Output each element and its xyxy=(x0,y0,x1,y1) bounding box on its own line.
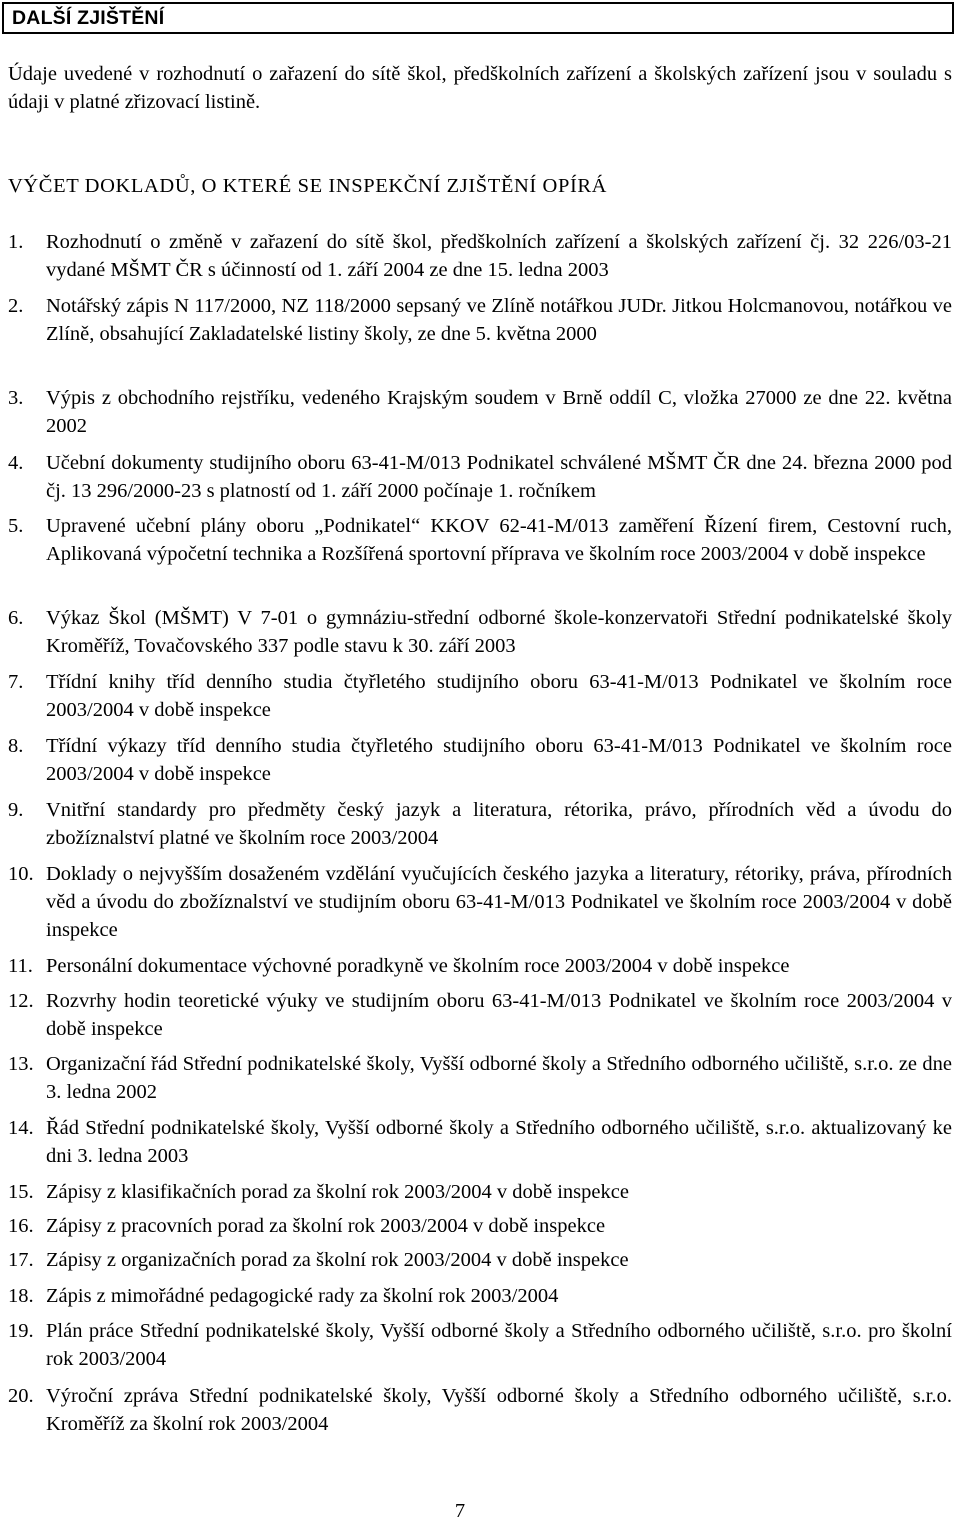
list-item xyxy=(8,668,952,724)
item-number: 8. xyxy=(8,735,24,757)
item-text: Zápisy z organizačních porad za školní rok 2003/2004 v době inspekce xyxy=(46,1249,629,1271)
intro-paragraph: Údaje uvedené v rozhodnutí o zařazení do sítě škol, předškolních zařízení a školských zařízení jsou v souladu s údaji v platné zřizovací listině. xyxy=(8,63,952,113)
item-number: 3. xyxy=(8,387,24,409)
list-item xyxy=(8,1317,952,1373)
item-text: Zápisy z pracovních porad za školní rok 2003/2004 v době inspekce xyxy=(46,1215,606,1237)
list-item xyxy=(8,860,952,944)
item-number: 5. xyxy=(8,515,24,537)
item-number: 13. xyxy=(8,1053,34,1075)
item-number: 1. xyxy=(8,231,24,253)
item-number: 14. xyxy=(8,1117,34,1139)
list-item xyxy=(8,796,952,852)
list-item xyxy=(8,604,952,660)
item-number: 18. xyxy=(8,1285,34,1307)
item-number: 7. xyxy=(8,671,24,693)
list-item xyxy=(8,952,952,980)
item-text: Personální dokumentace výchovné poradkyně ve školním roce 2003/2004 v době inspekce xyxy=(46,955,790,977)
section-title: DALŠÍ ZJIŠTĚNÍ xyxy=(12,7,165,29)
list-item xyxy=(8,1114,952,1170)
list-item xyxy=(8,1382,952,1438)
item-text: Doklady o nejvyšším dosaženém vzdělání vyučujících českého jazyka a literatury, rétoriky, práva, přírodních věd a úvodu do zbožíznalství ve studijním oboru 63-41-M/013 Podnikatel ve školním roce 2003/2004 v době inspekce xyxy=(46,863,952,941)
item-text: Zápisy z klasifikačních porad za školní rok 2003/2004 v době inspekce xyxy=(46,1181,629,1203)
item-text: Organizační řád Střední podnikatelské školy, Vyšší odborné školy a Středního odborného učiliště, s.r.o. ze dne 3. ledna 2002 xyxy=(46,1053,952,1103)
item-number: 11. xyxy=(8,955,33,977)
list-item xyxy=(8,449,952,505)
list-item xyxy=(8,1282,952,1310)
section-header-box xyxy=(2,2,954,34)
item-number: 19. xyxy=(8,1320,34,1342)
item-number: 10. xyxy=(8,863,34,885)
list-item xyxy=(8,384,952,440)
item-text: Rozvrhy hodin teoretické výuky ve studijním oboru 63-41-M/013 Podnikatel ve školním roce 2003/2004 v době inspekce xyxy=(46,990,952,1040)
list-item xyxy=(8,292,952,348)
item-text: Učební dokumenty studijního oboru 63-41-M/013 Podnikatel schválené MŠMT ČR dne 24. března 2000 pod čj. 13 296/2000-23 s platností od 1. září 2000 počínaje 1. ročníkem xyxy=(46,452,952,502)
item-number: 9. xyxy=(8,799,24,821)
item-number: 20. xyxy=(8,1385,34,1407)
item-text: Rozhodnutí o změně v zařazení do sítě škol, předškolních zařízení a školských zařízení čj. 32 226/03-21 vydané MŠMT ČR s účinností od 1. září 2004 ze dne 15. ledna 2003 xyxy=(46,231,952,281)
item-text: Plán práce Střední podnikatelské školy, Vyšší odborné školy a Středního odborného učiliště, s.r.o. pro školní rok 2003/2004 xyxy=(46,1320,952,1370)
item-number: 12. xyxy=(8,990,34,1012)
item-text: Vnitřní standardy pro předměty český jazyk a literatura, rétorika, právo, přírodních věd a úvodu do zbožíznalství platné ve školním roce 2003/2004 xyxy=(46,799,952,849)
item-number: 4. xyxy=(8,452,24,474)
item-text: Řád Střední podnikatelské školy, Vyšší odborné školy a Středního odborného učiliště, s.r.o. aktualizovaný ke dni 3. ledna 2003 xyxy=(46,1117,952,1167)
item-text: Výroční zpráva Střední podnikatelské školy, Vyšší odborné školy a Středního odborného učiliště, s.r.o. Kroměříž za školní rok 2003/2004 xyxy=(46,1385,952,1435)
item-text: Notářský zápis N 117/2000, NZ 118/2000 sepsaný ve Zlíně notářkou JUDr. Jitkou Holcmanovou, notářkou ve Zlíně, obsahující Zakladatelské listiny školy, ze dne 5. května 2000 xyxy=(46,295,952,345)
item-number: 6. xyxy=(8,607,24,629)
item-text: Zápis z mimořádné pedagogické rady za školní rok 2003/2004 xyxy=(46,1285,559,1307)
list-item xyxy=(8,1178,952,1206)
list-item xyxy=(8,987,952,1043)
item-text: Třídní knihy tříd denního studia čtyřletého studijního oboru 63-41-M/013 Podnikatel ve školním roce 2003/2004 v době inspekce xyxy=(46,671,952,721)
list-item xyxy=(8,512,952,568)
item-number: 15. xyxy=(8,1181,34,1203)
item-text: Výkaz Škol (MŠMT) V 7-01 o gymnáziu-střední odborné škole-konzervatoři Střední podnikatelské školy Kroměříž, Tovačovského 337 podle stavu k 30. září 2003 xyxy=(46,607,952,657)
list-item xyxy=(8,1212,952,1240)
page-number: 7 xyxy=(454,1500,466,1522)
item-text: Výpis z obchodního rejstříku, vedeného Krajským soudem v Brně oddíl C, vložka 27000 ze dne 22. května 2002 xyxy=(46,387,952,437)
list-item xyxy=(8,228,952,284)
item-text: Upravené učební plány oboru „Podnikatel“ KKOV 62-41-M/013 zaměření Řízení firem, Cestovní ruch, Aplikovaná výpočetní technika a Rozšířená sportovní příprava ve školním roce 2003/2004 v době inspekce xyxy=(46,515,952,565)
list-item xyxy=(8,732,952,788)
item-number: 2. xyxy=(8,295,24,317)
evidence-heading: VÝČET DOKLADŮ, O KTERÉ SE INSPEKČNÍ ZJIŠTĚNÍ OPÍRÁ xyxy=(8,175,608,197)
item-number: 16. xyxy=(8,1215,34,1237)
item-text: Třídní výkazy tříd denního studia čtyřletého studijního oboru 63-41-M/013 Podnikatel ve školním roce 2003/2004 v době inspekce xyxy=(46,735,952,785)
item-number: 17. xyxy=(8,1249,34,1271)
list-item xyxy=(8,1050,952,1106)
list-item xyxy=(8,1246,952,1274)
